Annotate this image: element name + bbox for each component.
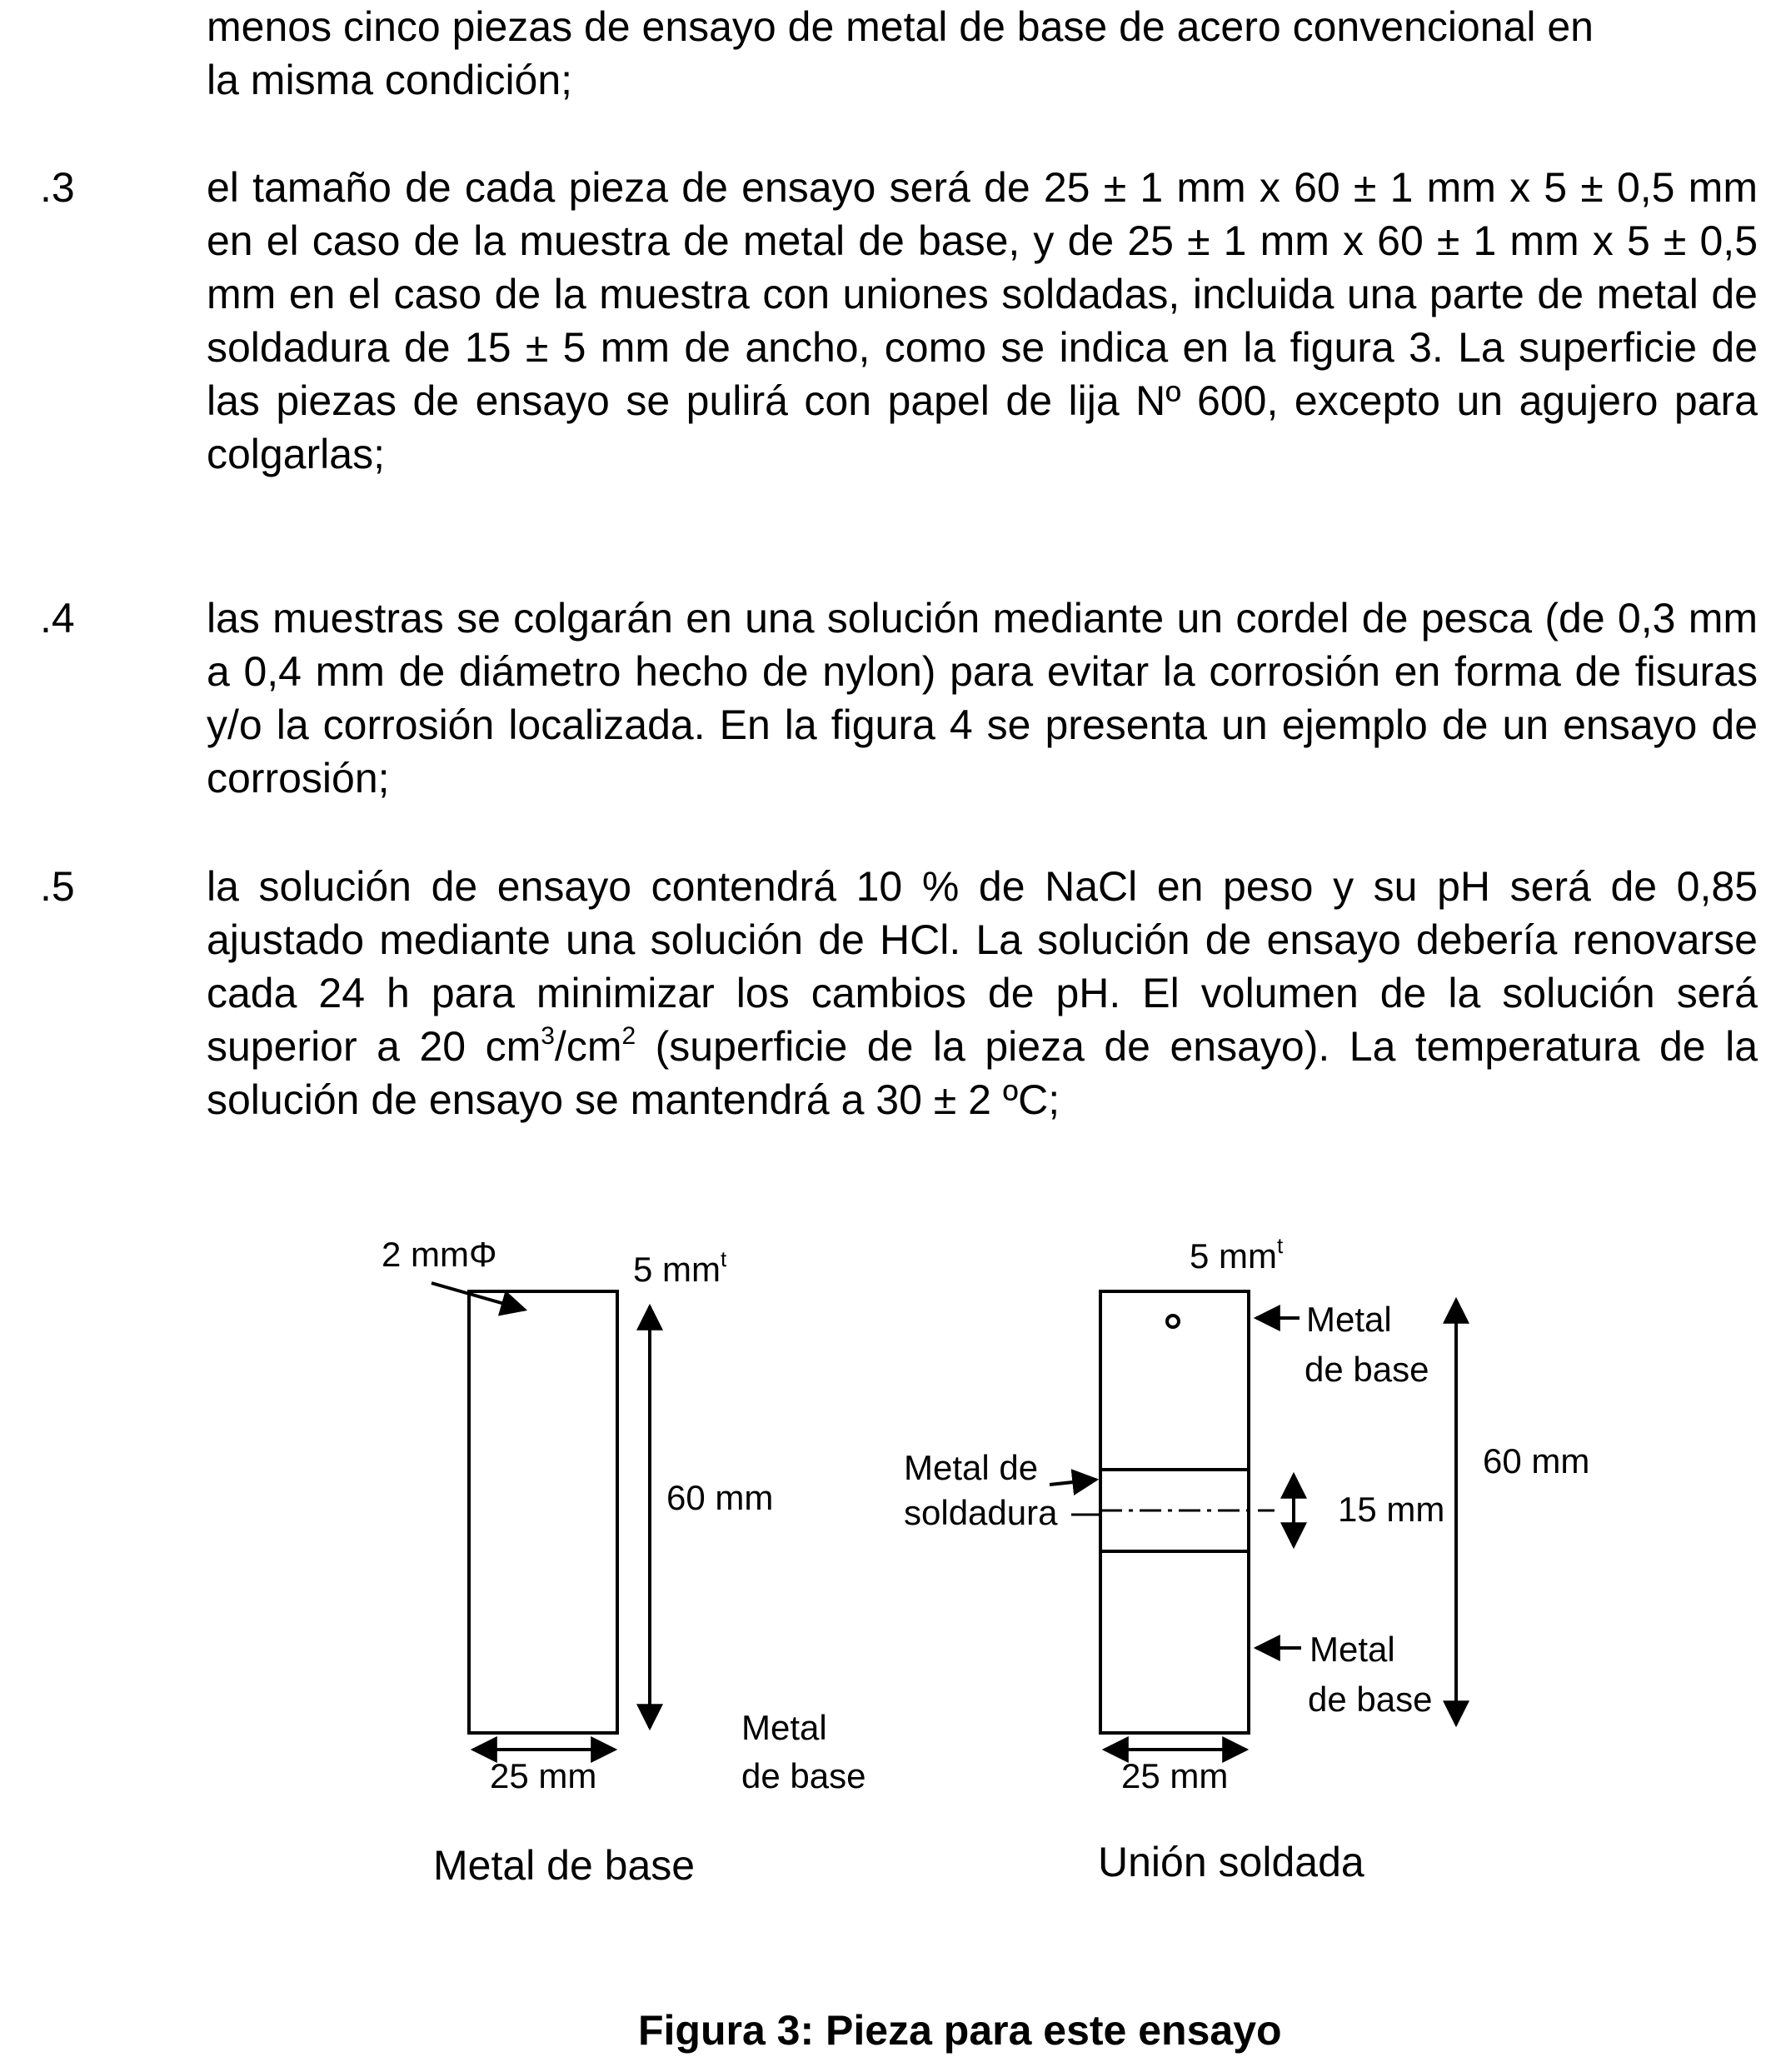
right-thickness-label: 5 $mm^t$ <box>1190 1233 1284 1276</box>
welded-joint-specimen <box>904 1233 1589 1885</box>
item-text-4: las muestras se colgarán en una solución mediante un cordel de pesca (de 0,3 mm a 0,4 mm de diámetro hecho de nylon) para evitar la corrosión en forma de fisuras y/o la corrosión localizada. En la figura 4 se presenta un ejemplo de un ensayo de corrosión; <box>207 595 1758 801</box>
base-metal-plate <box>469 1291 617 1733</box>
paragraph-line-1: menos cinco piezas de ensayo de metal de base de acero convencional en <box>207 3 1594 50</box>
top-base-label-line2: de base <box>1305 1350 1429 1389</box>
left-caption: Metal de base <box>433 1842 696 1889</box>
figure-title: Figura 3: Pieza para este ensayo <box>638 2007 1282 2054</box>
right-length-label: 60 mm <box>1483 1441 1590 1480</box>
bottom-base-label-line1: Metal <box>1310 1630 1395 1669</box>
weld-metal-label-line2: soldadura <box>904 1493 1058 1532</box>
weld-metal-arrow <box>1050 1480 1096 1485</box>
hanging-hole <box>1167 1316 1179 1327</box>
item-text-5: la solución de ensayo contendrá 10 % de NaCl en peso y su pH será de 0,85 ajustado mediante una solución de HCl. La solución de ensayo debería renovarse cada 24 h para minimizar los cambios de pH. El volumen de la solución será superior a 20 $cm^3/cm^2$ (superficie de la pieza de ensayo). La temperatura de la solución de ensayo se mantendrá a 30 ± 2 ºC; <box>207 863 1759 1123</box>
left-width-label: 25 mm <box>490 1756 597 1795</box>
right-width-label: 25 mm <box>1121 1756 1229 1795</box>
left-thickness-label: 5 $mm^t$ <box>633 1246 727 1289</box>
top-base-label-line1: Metal <box>1306 1300 1392 1339</box>
left-length-label: 60 mm <box>666 1478 774 1517</box>
item-number-3: .3 <box>40 164 75 211</box>
base-metal-specimen <box>382 1235 866 1889</box>
item-number-4: .4 <box>40 595 75 642</box>
weld-metal-label-line1: Metal de <box>904 1448 1039 1487</box>
hole-pointer-arrow <box>432 1283 525 1310</box>
item-number-5: .5 <box>40 863 75 910</box>
item-text-3: el tamaño de cada pieza de ensayo será de 25 ± 1 mm x 60 ± 1 mm x 5 ± 0,5 mm en el caso de la muestra de metal de base, y de 25 ± 1 mm x 60 ± 1 mm x 5 ± 0,5 mm en el caso de la muestra con uniones soldadas, incluida una parte de metal de soldadura de 15 ± 5 mm de ancho, como se indica en la figura 3. La superficie de las piezas de ensayo se pulirá con papel de lija Nº 600, excepto un agujero para colgarlas; <box>207 164 1758 477</box>
right-caption: Unión soldada <box>1098 1839 1364 1885</box>
welded-plate <box>1100 1291 1249 1733</box>
hole-diameter-label: 2 mmΦ <box>382 1235 497 1274</box>
left-base-label-line2: de base <box>741 1756 866 1795</box>
weld-width-label: 15 mm <box>1338 1490 1445 1529</box>
left-base-label-line1: Metal <box>741 1708 827 1747</box>
paragraph-line-2: la misma condición; <box>207 57 573 103</box>
bottom-base-label-line2: de base <box>1308 1680 1433 1719</box>
